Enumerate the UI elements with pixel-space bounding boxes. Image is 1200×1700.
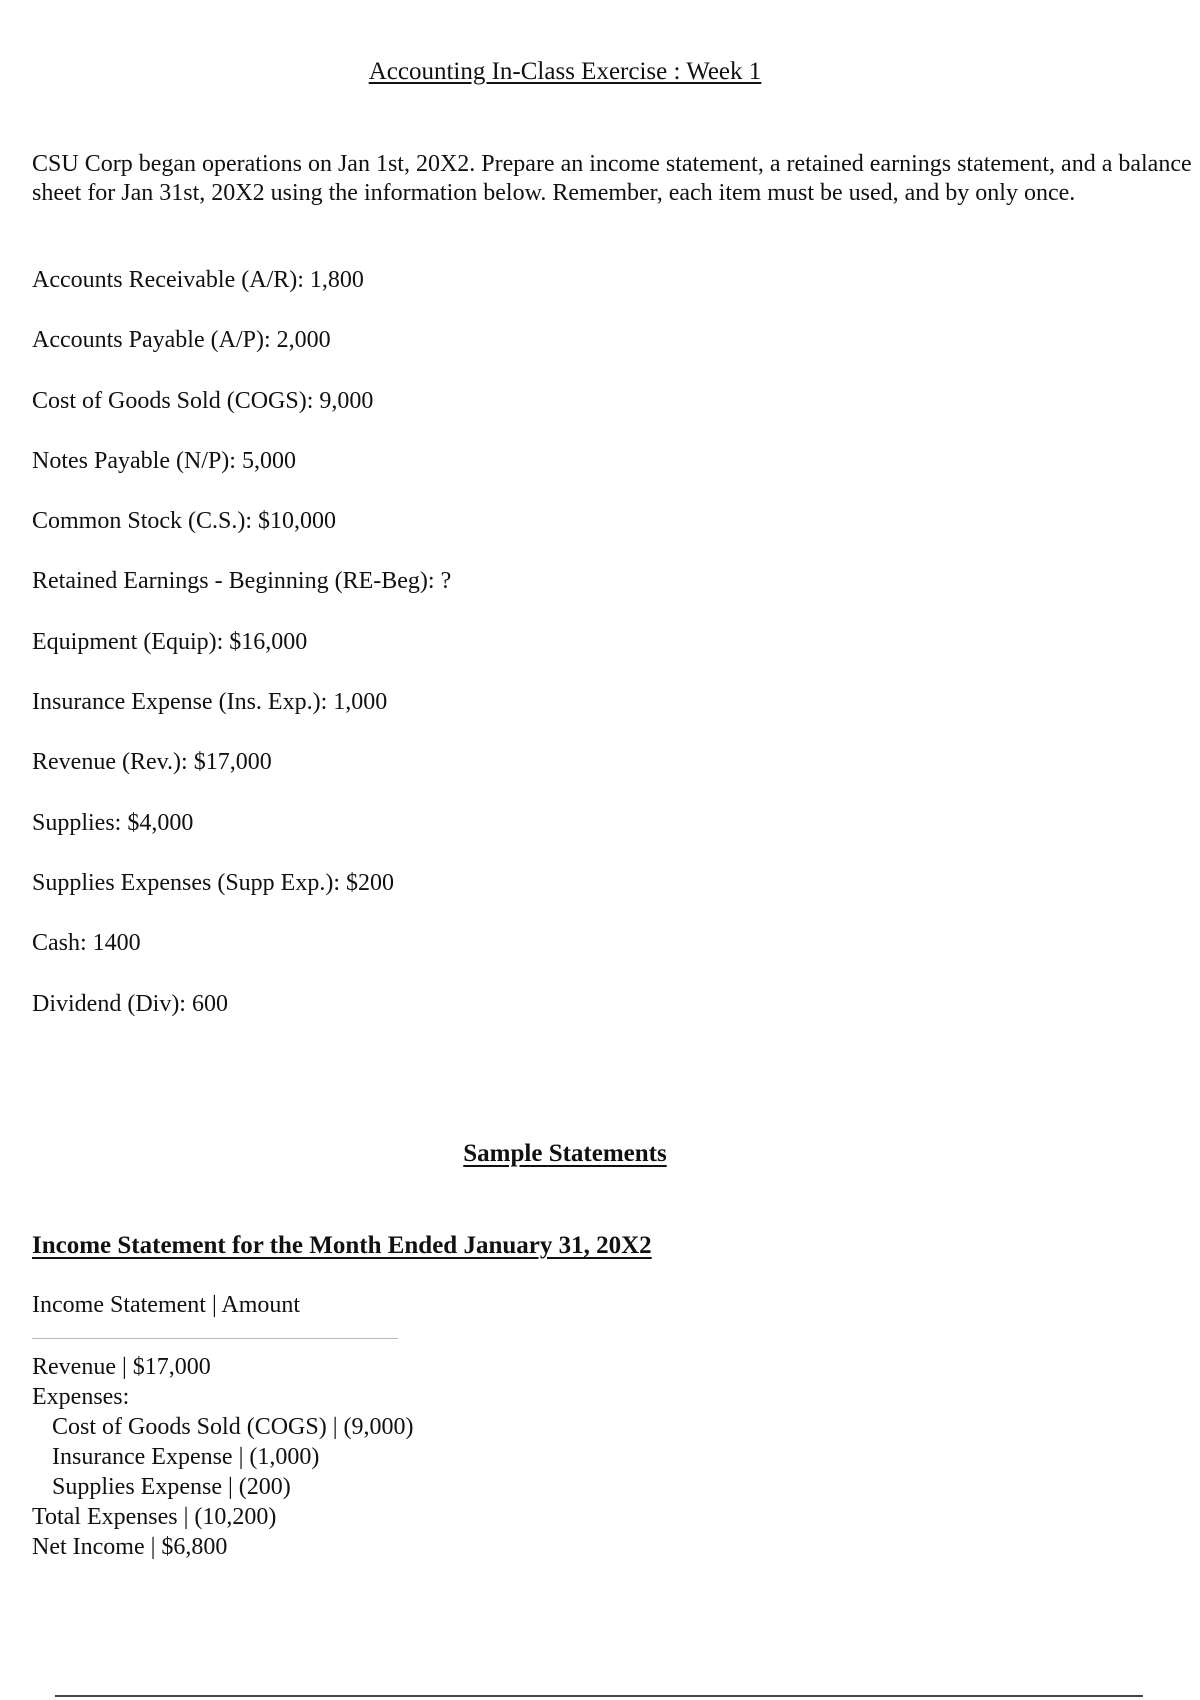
income-statement-line: Expenses: [32,1384,130,1410]
account-item: Revenue (Rev.): $17,000 [32,749,272,776]
income-statement-table-header: Income Statement | Amount [32,1292,301,1318]
account-item: Cost of Goods Sold (COGS): 9,000 [32,387,374,414]
income-statement-lines [32,1352,732,1562]
table-header-divider [32,1338,398,1339]
account-item: Equipment (Equip): $16,000 [32,628,308,655]
income-statement-line: Net Income | $6,800 [32,1534,228,1560]
account-item: Supplies: $4,000 [32,809,194,836]
sample-statements-heading: Sample Statements [463,1140,667,1167]
account-item: Accounts Payable (A/P): 2,000 [32,327,331,354]
income-statement-line: Cost of Goods Sold (COGS) | (9,000) [52,1414,414,1440]
account-item: Cash: 1400 [32,930,141,957]
account-item: Common Stock (C.S.): $10,000 [32,508,337,535]
income-statement-line: Insurance Expense | (1,000) [52,1444,320,1470]
account-item: Retained Earnings - Beginning (RE-Beg): ? [32,568,452,595]
account-item: Notes Payable (N/P): 5,000 [32,447,296,474]
income-statement-heading: Income Statement for the Month Ended January 31, 20X2 [32,1232,652,1259]
account-item: Accounts Receivable (A/R): 1,800 [32,267,364,293]
account-item: Insurance Expense (Ins. Exp.): 1,000 [32,689,388,716]
account-item: Dividend (Div): 600 [32,990,228,1017]
document-title: Accounting In-Class Exercise : Week 1 [368,58,762,85]
page-bottom-divider [55,1695,1143,1697]
account-items-list [32,267,932,1051]
intro-paragraph: CSU Corp began operations on Jan 1st, 20X2. Prepare an income statement, a retained earnings statement, and a balance sheet for Jan 31st, 20X2 using the information below. Remember, each item must be used, and by only once. [32,151,1192,206]
income-statement-line: Revenue | $17,000 [32,1354,211,1380]
income-statement-line: Supplies Expense | (200) [52,1474,291,1500]
income-statement-line: Total Expenses | (10,200) [32,1504,277,1530]
account-item: Supplies Expenses (Supp Exp.): $200 [32,869,394,896]
